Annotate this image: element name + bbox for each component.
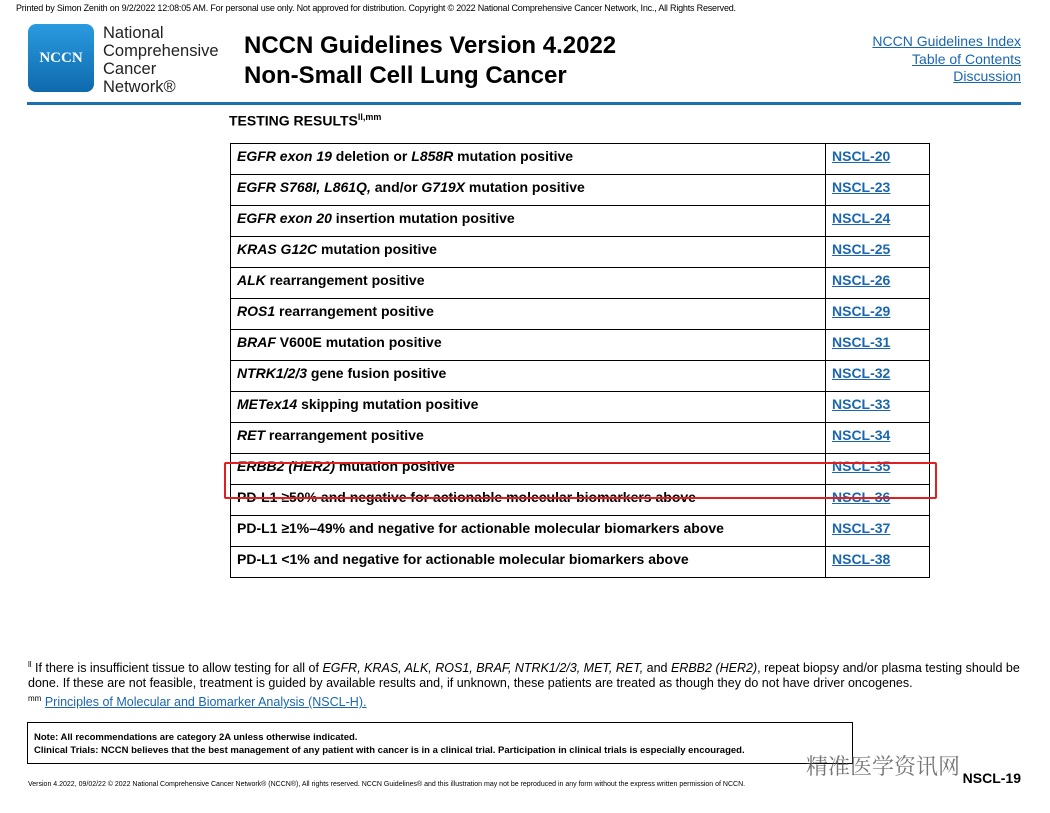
- link-cell: [826, 268, 930, 299]
- page-link[interactable]: NSCL-31: [832, 334, 891, 350]
- logo-text: [103, 24, 219, 96]
- italic-text: EGFR S768I, L861Q,: [237, 179, 371, 195]
- logo-line: Comprehensive: [103, 42, 219, 60]
- table-row: [231, 547, 930, 578]
- page-link[interactable]: NSCL-26: [832, 272, 891, 288]
- italic-text: EGFR exon 20: [237, 210, 332, 226]
- page-link[interactable]: NSCL-32: [832, 365, 891, 381]
- page-link[interactable]: NSCL-20: [832, 148, 891, 164]
- text: and: [643, 661, 671, 676]
- link-cell: [826, 175, 930, 206]
- result-cell: [231, 330, 826, 361]
- watermark: 精准医学资讯网: [806, 754, 961, 779]
- text: , repeat biopsy and/or plasma testing should be done. If these are not feasible, treatment is guided by available results and, if unknown, these patients are treated as though they do not have driver oncogenes.: [28, 661, 1020, 691]
- result-cell: [231, 206, 826, 237]
- logo-line: Network®: [103, 78, 176, 96]
- page-link[interactable]: NSCL-37: [832, 520, 891, 536]
- header-divider: [27, 102, 1021, 105]
- page-link[interactable]: NSCL-35: [832, 458, 891, 474]
- title-topic: Non-Small Cell Lung Cancer: [244, 62, 567, 89]
- text: mutation positive: [335, 458, 455, 474]
- table-row: [231, 144, 930, 175]
- link-cell: [826, 423, 930, 454]
- italic-text: METex14: [237, 396, 298, 412]
- footnote-mm: [28, 691, 1028, 710]
- result-cell: [231, 423, 826, 454]
- discussion-link[interactable]: Discussion: [953, 68, 1021, 84]
- molecular-analysis-link[interactable]: Principles of Molecular and Biomarker Analysis (NSCL-H).: [44, 695, 367, 710]
- page-link[interactable]: NSCL-34: [832, 427, 891, 443]
- text: rearrangement positive: [275, 303, 434, 319]
- footnote-mark: mm: [28, 694, 42, 704]
- nccn-logo: NCCN: [28, 24, 94, 92]
- page-link[interactable]: NSCL-25: [832, 241, 891, 257]
- table-row: [231, 237, 930, 268]
- table-row: [231, 175, 930, 206]
- highlight-box: [224, 462, 937, 499]
- table-row: [231, 299, 930, 330]
- text: mutation positive: [317, 241, 437, 257]
- table-row: [231, 330, 930, 361]
- italic-text: NTRK1/2/3: [237, 365, 308, 381]
- link-cell: [826, 237, 930, 268]
- note-clinical-trials: Clinical Trials: NCCN believes that the best management of any patient with cancer is in a clinical trial. Participation in clinical trials is especially encouraged.: [34, 745, 745, 756]
- testing-results-table: [230, 143, 930, 578]
- text: and/or: [370, 179, 422, 195]
- title-version: NCCN Guidelines Version 4.2022: [244, 32, 617, 59]
- italic-text: BRAF: [237, 334, 276, 350]
- link-cell: [826, 144, 930, 175]
- footnotes: [28, 657, 1028, 710]
- text: gene fusion positive: [307, 365, 447, 381]
- result-cell: [231, 299, 826, 330]
- text: PD-L1 ≥50% and negative for actionable molecular biomarkers above: [237, 489, 696, 505]
- text: PD-L1 <1% and negative for actionable molecular biomarkers above: [237, 551, 689, 567]
- table-row: [231, 206, 930, 237]
- table-row: [231, 392, 930, 423]
- text: skipping mutation positive: [297, 396, 479, 412]
- text: rearrangement positive: [265, 427, 424, 443]
- result-cell: [231, 547, 826, 578]
- page-link[interactable]: NSCL-38: [832, 551, 891, 567]
- italic-text: EGFR exon 19: [237, 148, 332, 164]
- table-row: [231, 268, 930, 299]
- text: insertion mutation positive: [331, 210, 515, 226]
- text: mutation positive: [465, 179, 585, 195]
- link-cell: [826, 361, 930, 392]
- text: V600E mutation positive: [275, 334, 442, 350]
- result-cell: [231, 268, 826, 299]
- footnote-text: [28, 661, 1020, 690]
- footnote-mark: ll: [28, 660, 32, 669]
- italic-text: ALK: [237, 272, 266, 288]
- page-title: [244, 31, 616, 91]
- link-cell: [826, 206, 930, 237]
- link-cell: [826, 516, 930, 547]
- table-of-contents-link[interactable]: Table of Contents: [912, 50, 1021, 67]
- italic-text: RET: [237, 427, 265, 443]
- page-link[interactable]: NSCL-23: [832, 179, 891, 195]
- logo-line: National: [103, 24, 164, 42]
- text: If there is insufficient tissue to allow testing for all of: [35, 661, 323, 676]
- section-heading: [229, 112, 381, 129]
- print-notice: Printed by Simon Zenith on 9/2/2022 12:08:05 AM. For personal use only. Not approved for distribution. Copyright © 2022 National Comprehensive Cancer Network, Inc., All Rights Reserved.: [16, 3, 736, 13]
- result-cell: [231, 361, 826, 392]
- link-cell: [826, 392, 930, 423]
- result-cell: [231, 237, 826, 268]
- italic-text: ERBB2 (HER2): [670, 661, 758, 676]
- footnote-ll: [28, 657, 1028, 691]
- result-cell: [231, 392, 826, 423]
- page-link[interactable]: NSCL-29: [832, 303, 891, 319]
- note-box: [27, 722, 853, 764]
- italic-text: EGFR, KRAS, ALK, ROS1, BRAF, NTRK1/2/3, MET, RET,: [322, 661, 644, 676]
- page-link[interactable]: NSCL-33: [832, 396, 891, 412]
- page-number: NSCL-19: [962, 770, 1021, 786]
- footnote-ref: ll,mm: [357, 112, 382, 122]
- text: PD-L1 ≥1%–49% and negative for actionable molecular biomarkers above: [237, 520, 724, 536]
- logo-line: Cancer: [103, 60, 157, 78]
- page-link[interactable]: NSCL-24: [832, 210, 891, 226]
- result-cell: [231, 144, 826, 175]
- italic-text: ERBB2 (HER2): [237, 458, 336, 474]
- section-title: TESTING RESULTS: [229, 112, 358, 129]
- italic-text: ROS1: [237, 303, 276, 319]
- nav-links: [872, 33, 1021, 86]
- table-row: [231, 361, 930, 392]
- italic-text: KRAS G12C: [237, 241, 318, 257]
- link-cell: [826, 330, 930, 361]
- version-footer: Version 4.2022, 09/02/22 © 2022 National Comprehensive Cancer Network® (NCCN®), All rights reserved. NCCN Guidelines® and this illustration may not be reproduced in any form without the express written permission of NCCN.: [28, 781, 746, 788]
- table-row: [231, 423, 930, 454]
- italic-text: G719X: [421, 179, 465, 195]
- table-row: [231, 516, 930, 547]
- result-cell: [231, 516, 826, 547]
- page-link[interactable]: NSCL-36: [832, 489, 891, 505]
- text: mutation positive: [453, 148, 574, 164]
- guidelines-index-link[interactable]: NCCN Guidelines Index: [872, 33, 1021, 49]
- result-cell: [231, 175, 826, 206]
- text: deletion or: [331, 148, 412, 164]
- note-category: Note: All recommendations are category 2A unless otherwise indicated.: [34, 732, 358, 743]
- link-cell: [826, 547, 930, 578]
- italic-text: L858R: [411, 148, 454, 164]
- text: rearrangement positive: [265, 272, 425, 288]
- link-cell: [826, 299, 930, 330]
